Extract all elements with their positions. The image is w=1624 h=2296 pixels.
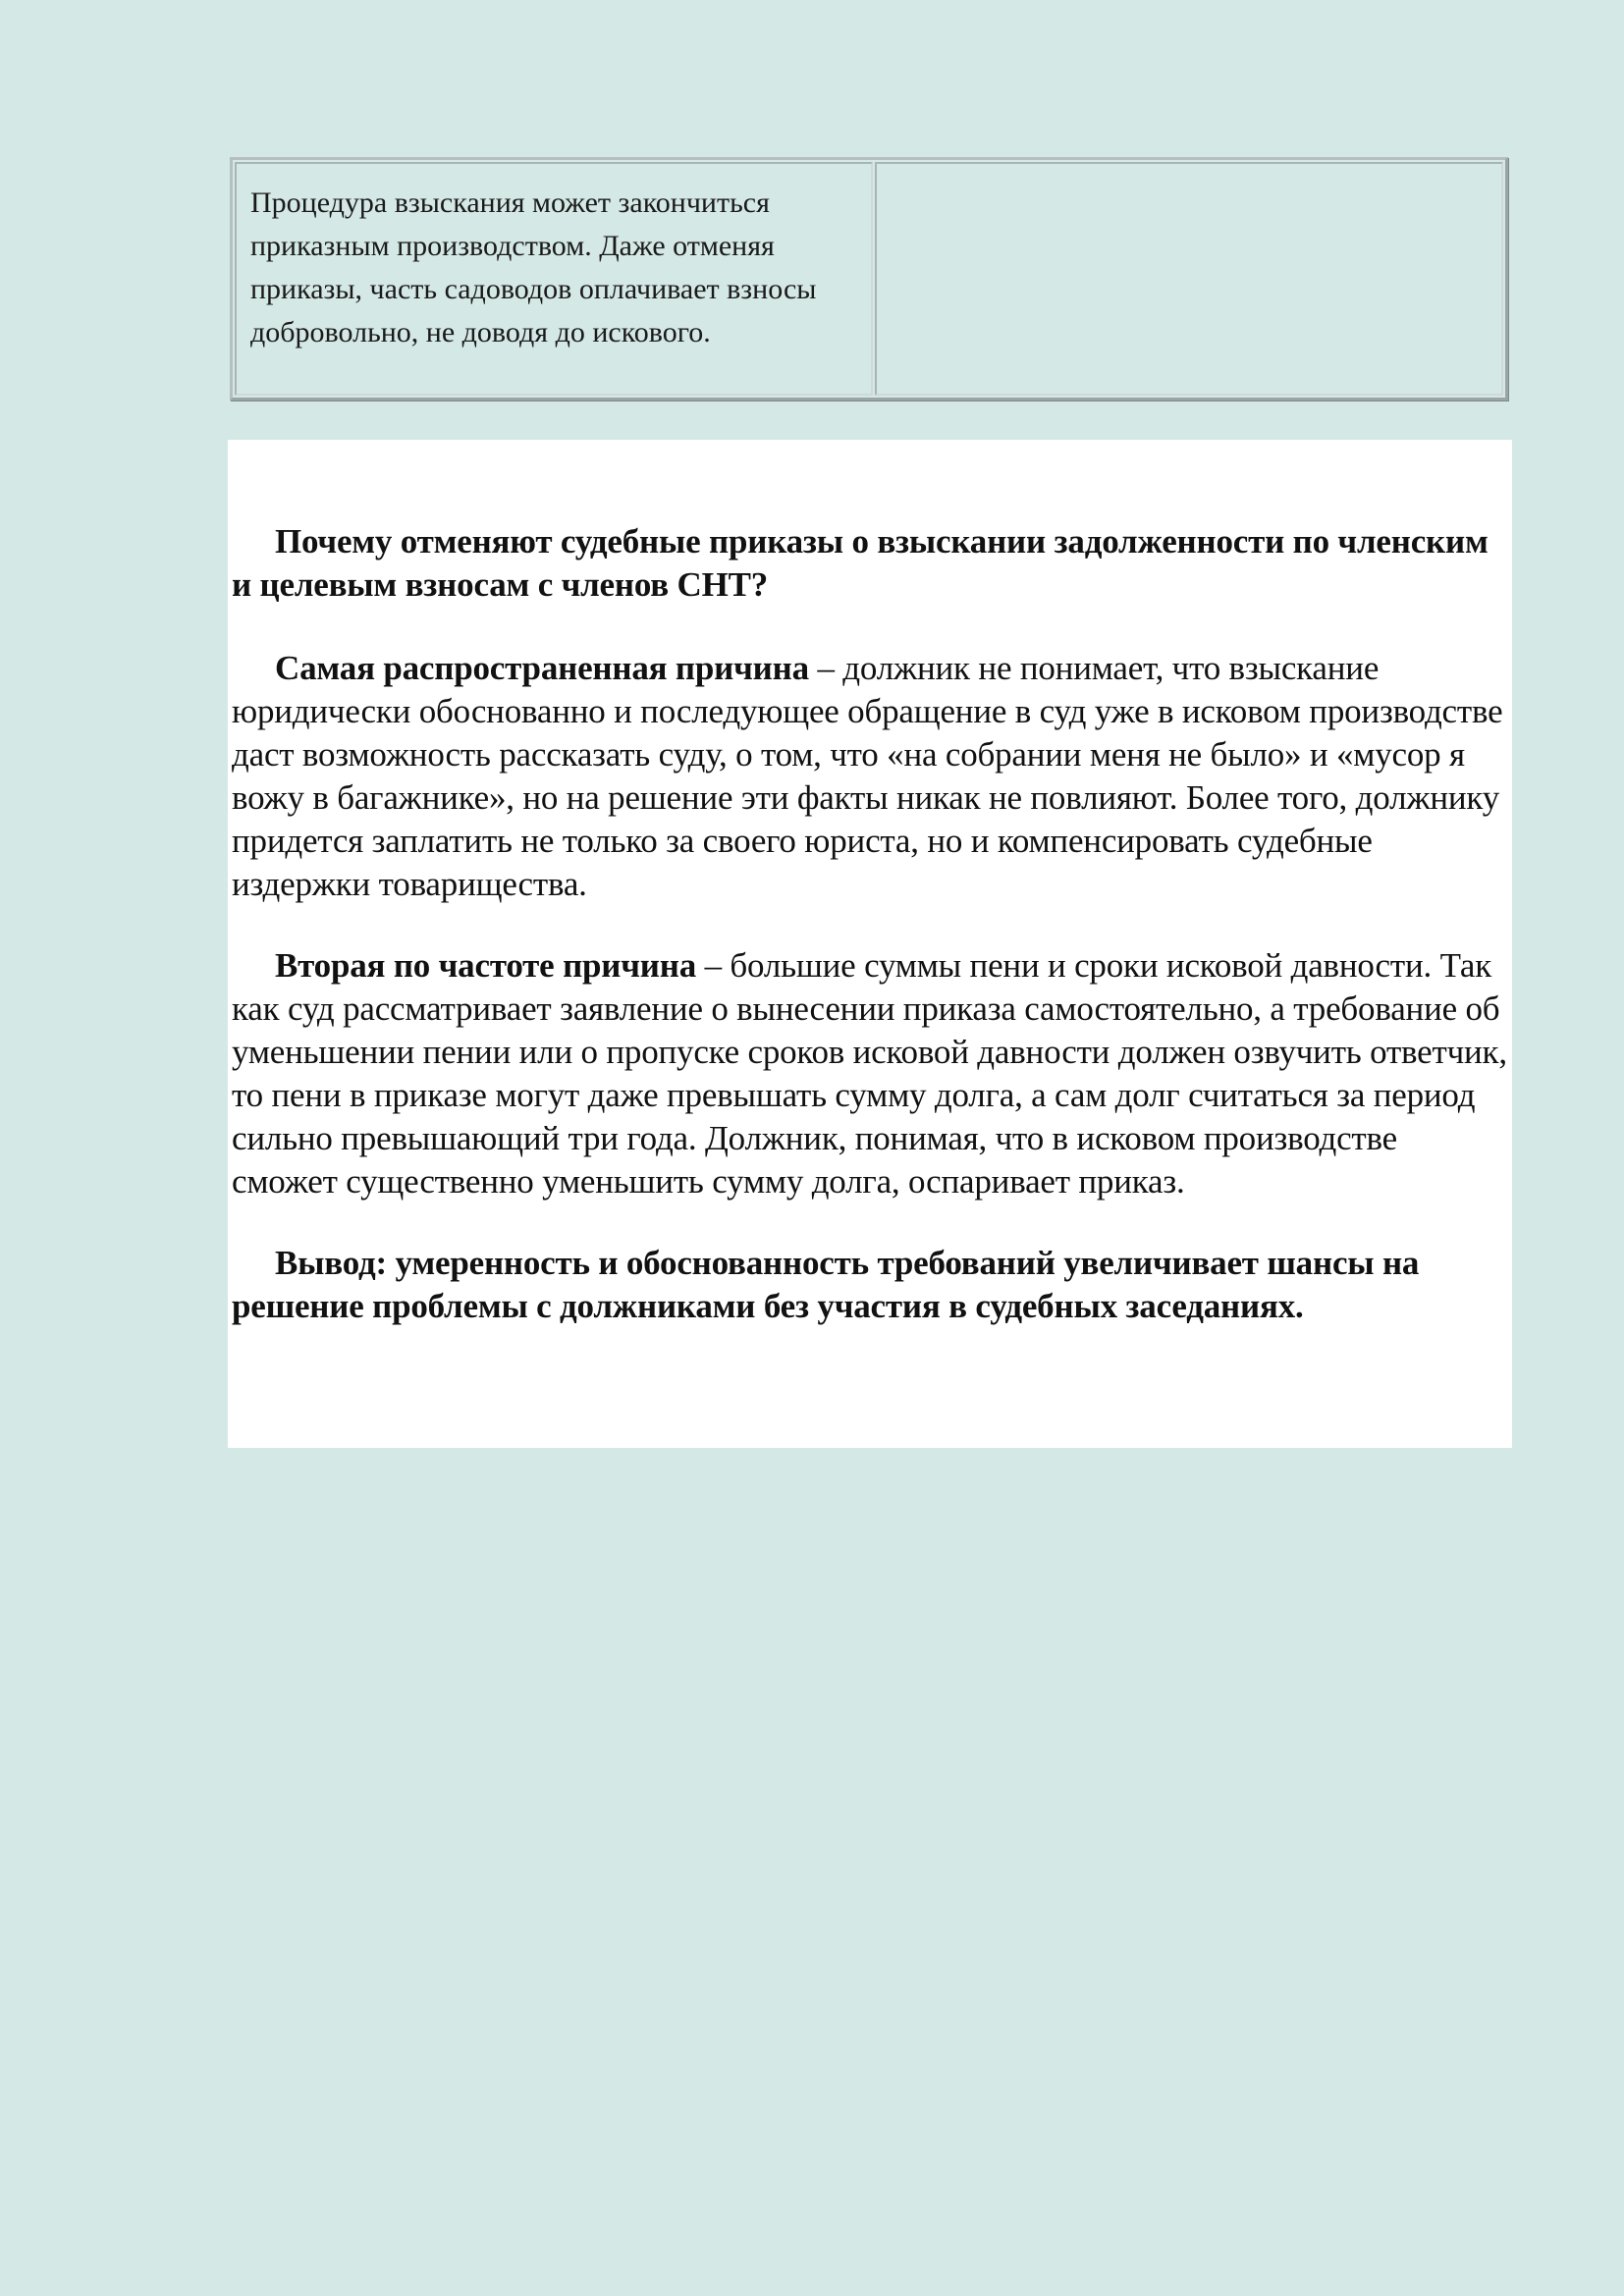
reason-2-lead: Вторая по частоте причина: [275, 946, 697, 985]
summary-table: [230, 157, 1508, 400]
reason-1-text: – должник не понимает, что взыскание юридически обоснованно и последующее обращение в суд уже в исковом производстве даст возможность рассказать суду, о том, что «на собрании меня не было» и «мусор я вожу в багажнике», но на решение эти факты никак не повлияют. Более того, должнику придется заплатить не только за своего юриста, но и компенсировать судебные издержки товарищества.: [232, 649, 1503, 903]
article-conclusion: Вывод: умеренность и обоснованность требований увеличивает шансы на решение проблемы с должниками без участия в судебных заседаниях.: [232, 1244, 1420, 1325]
reason-1-lead: Самая распространенная причина: [275, 649, 809, 687]
paragraph-reason-1: [232, 647, 1508, 906]
reason-2-text: – большие суммы пени и сроки исковой давности. Так как суд рассматривает заявление о вынесении приказа самостоятельно, а требование об уменьшении пении или о пропуске сроков исковой давности должен озвучить ответчик, то пени в приказе могут даже превышать сумму долга, а сам долг считаться за период сильно превышающий три года. Должник, понимая, что в исковом производстве сможет существенно уменьшить сумму долга, оспаривает приказ.: [232, 946, 1507, 1201]
paragraph-reason-2: [232, 944, 1508, 1203]
article-body: [228, 440, 1512, 1448]
article-heading: Почему отменяют судебные приказы о взыскании задолженности по членским и целевым взносам с членов СНТ?: [232, 522, 1489, 604]
table-cell-left: Процедура взыскания может закончиться приказным производством. Даже отменяя приказы, часть садоводов оплачивает взносы добровольно, не доводя до искового.: [235, 162, 873, 396]
table-cell-right: [875, 162, 1503, 396]
